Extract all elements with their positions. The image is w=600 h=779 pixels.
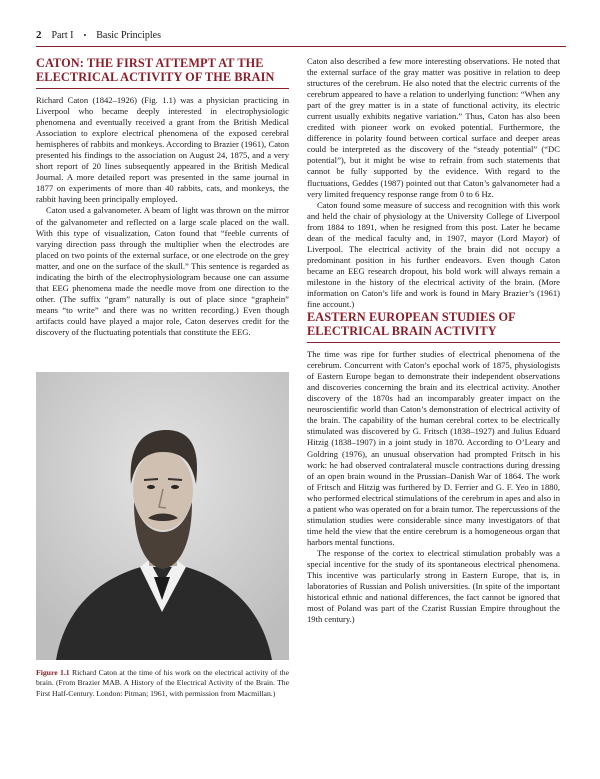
header-rule [36, 46, 566, 47]
portrait-image [36, 372, 289, 660]
figure-caption [36, 668, 289, 699]
page-number: 2 [36, 29, 42, 41]
paragraph: The time was ripe for further studies of electrical phenomena of the cerebrum. Concurrent with Caton’s epochal work of 1875, physiologists of Eastern Europe began to demonstrate their independent observations and discoveries concerning the brain and its electrical activity. Another discovery of the 1870s had an incomparably greater impact on the neuroscientific world than Caton’s demonstration of electrical activity of the brain. The capability of the human cerebral cortex to be electrically stimulated was discovered by G. Fritsch (1838–1927) and Julius Eduard Hitzig (1838–1907) in a joint study in 1870. According to O’Leary and Goldring (1976), an unusual observation had prompted Fritsch in his work: he had observed contralateral muscle contractions during dressing of an open brain wound in the Prussian–Danish War of 1864. The work of Fritsch and Hitzig was furthered by D. Ferrier and G. F. Yeo in 1880, who performed electrical stimulations of the cerebrum in apes and also in a patient who was operated on for a brain tumor. The repercussions of the stimulation studies were considerable since many investigators of that time held the view that the entire cerebrum is a homogeneous organ that harbors mental functions. [307, 349, 560, 547]
section-heading-caton: CATON: THE FIRST ATTEMPT AT THE ELECTRICAL ACTIVITY OF THE BRAIN [36, 56, 289, 89]
part-label: Part I [51, 29, 74, 41]
left-column [36, 56, 289, 338]
section-heading-eastern-european: EASTERN EUROPEAN STUDIES OF ELECTRICAL BRAIN ACTIVITY [307, 310, 560, 343]
right-column [307, 56, 560, 625]
paragraph: Caton used a galvanometer. A beam of light was thrown on the mirror of the galvanometer and reflected on a large scale placed on the wall. With this type of visualization, Caton found that “feeble currents of varying direction pass through the multiplier when the electrodes are placed on two points of the external surface, or one electrode on the grey matter, and one on the surface of the skull.” This sentence is regarded as indicating the birth of the electrophysiologram because one can assume that EEG phenomena made the needle move from one direction to the other. (The suffix “gram” naturally is out of place since “graphein” means “to write” and there was no written recording.) Even though artifacts could have played a major role, Caton deserves credit for the discovery of the fluctuating potentials that constitute the EEG. [36, 205, 289, 337]
paragraph: The response of the cortex to electrical stimulation probably was a special incentive for the study of its spontaneous electrical phenomena. This incentive was particularly strong in Eastern Europe, that is, in laboratories of Russian and Polish universities. (In spite of the important historical ethnic and national differences, the fact cannot be ignored that most of Poland was part of the Czarist Russian Empire throughout the 19th century.) [307, 547, 560, 625]
figure-label: Figure 1.1 [36, 668, 70, 677]
paragraph: Caton found some measure of success and recognition with this work and held the chair of physiology at the University College of Liverpool from 1884 to 1891, when he resigned from this post. Later he became dean of the medical faculty and, in 1907, mayor (Lord Mayor) of Liverpool. The electrical activity of the brain did not occupy a predominant position in his further endeavors. Even though Caton became an EEG research dropout, his bold work will always remain a milestone in the history of the electrical activity of the brain. (More information on Caton’s life and work is found in Mary Brazier’s (1961) fine account.) [307, 199, 560, 310]
paragraph: Richard Caton (1842–1926) (Fig. 1.1) was a physician practicing in Liverpool who became deeply interested in electrophysiologic phenomena and eventually received a grant from the British Medical Association to explore electrical phenomena of the exposed cerebral hemispheres of rabbits and monkeys. According to Brazier (1961), Caton presented his findings to the association on August 24, 1875, and a very short report of 20 lines subsequently appeared in the British Medical Journal. A more detailed report was presented in the same journal in 1877 on experiments of more than 40 rabbits, cats, and monkeys, the rabbit having been principally employed. [36, 95, 289, 205]
figure-caption-text: Richard Caton at the time of his work on the electrical activity of the brain. (From Brazier MAB. A History of the Electrical Activity of the Brain. The First Half-Century. London: Pitman; 1961, with permission from Macmillan.) [36, 668, 289, 698]
portrait-figure [36, 372, 289, 660]
section-label: Basic Principles [96, 29, 161, 41]
paragraph: Caton also described a few more interesting observations. He noted that the external surface of the gray matter was positive in relation to deep structures of the cerebrum. He also noted that the electric currents of the cerebrum appeared to have a relation to underlying function: “When any part of the grey matter is in a state of functional activity, its electric current usually exhibits negative variation.” Thus, Caton has also been credited with pioneer work on evoked potential. Furthermore, the difference in polarity found between cortical surface and deeper areas could be interpreted as the discovery of the “steady potential” (“DC potential”), but it might be wise to refrain from such statements that cannot be fully supported by the evidence. With regard to the fluctuations, Geddes (1987) pointed out that Caton’s galvanometer had a very limited frequency response range from 0 to 6 Hz. [307, 56, 560, 199]
header-separator: • [83, 30, 87, 40]
running-header [36, 28, 566, 42]
